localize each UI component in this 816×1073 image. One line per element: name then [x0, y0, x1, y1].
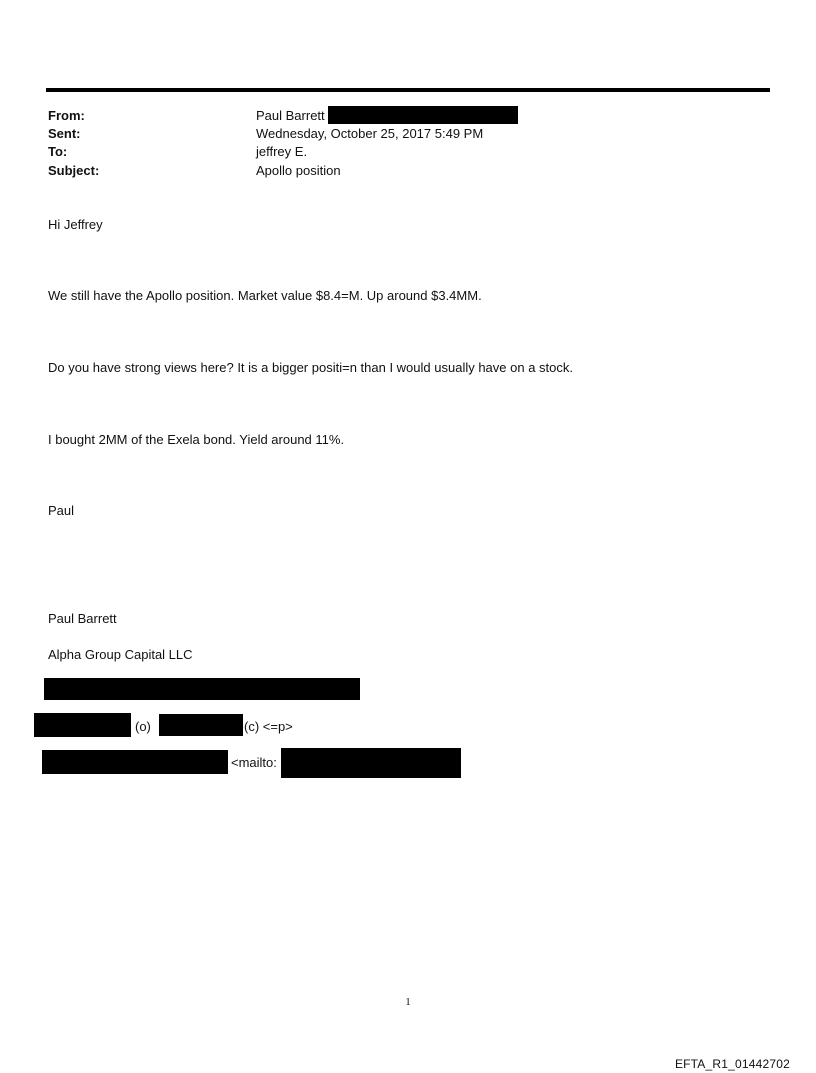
cell-phone-suffix: (c) <=p>	[244, 719, 293, 734]
to-label: To:	[48, 144, 68, 159]
redaction-email-address	[42, 750, 228, 774]
redaction-office-phone	[34, 713, 131, 737]
page-number: 1	[405, 996, 411, 1008]
body-paragraph-2: Do you have strong views here? It is a bigger positi=n than I would usually have on a stock.	[48, 360, 573, 375]
from-label: From:	[48, 108, 85, 123]
sent-value: Wednesday, October 25, 2017 5:49 PM	[256, 126, 484, 141]
body-paragraph-1: We still have the Apollo position. Market value $8.4=M. Up around $3.4MM.	[48, 288, 482, 303]
document-id: EFTA_R1_01442702	[674, 1057, 790, 1071]
redaction-from-email	[328, 106, 518, 124]
redaction-cell-phone	[159, 714, 243, 736]
signature-company: Alpha Group Capital LLC	[48, 647, 193, 662]
from-value: Paul Barrett	[256, 108, 325, 123]
office-phone-suffix: (o)	[135, 719, 151, 734]
subject-label: Subject:	[48, 163, 100, 178]
sent-label: Sent:	[48, 126, 81, 141]
mailto-prefix: <mailto:	[231, 755, 277, 770]
greeting: Hi Jeffrey	[48, 217, 103, 232]
redaction-address	[44, 678, 360, 700]
to-value: jeffrey E.	[256, 144, 308, 159]
header-rule	[46, 88, 770, 92]
body-paragraph-3: I bought 2MM of the Exela bond. Yield around 11%.	[48, 432, 345, 447]
redaction-mailto-address	[281, 748, 461, 778]
subject-value: Apollo position	[256, 163, 341, 178]
signature-name: Paul Barrett	[48, 611, 117, 626]
signoff: Paul	[48, 503, 75, 518]
